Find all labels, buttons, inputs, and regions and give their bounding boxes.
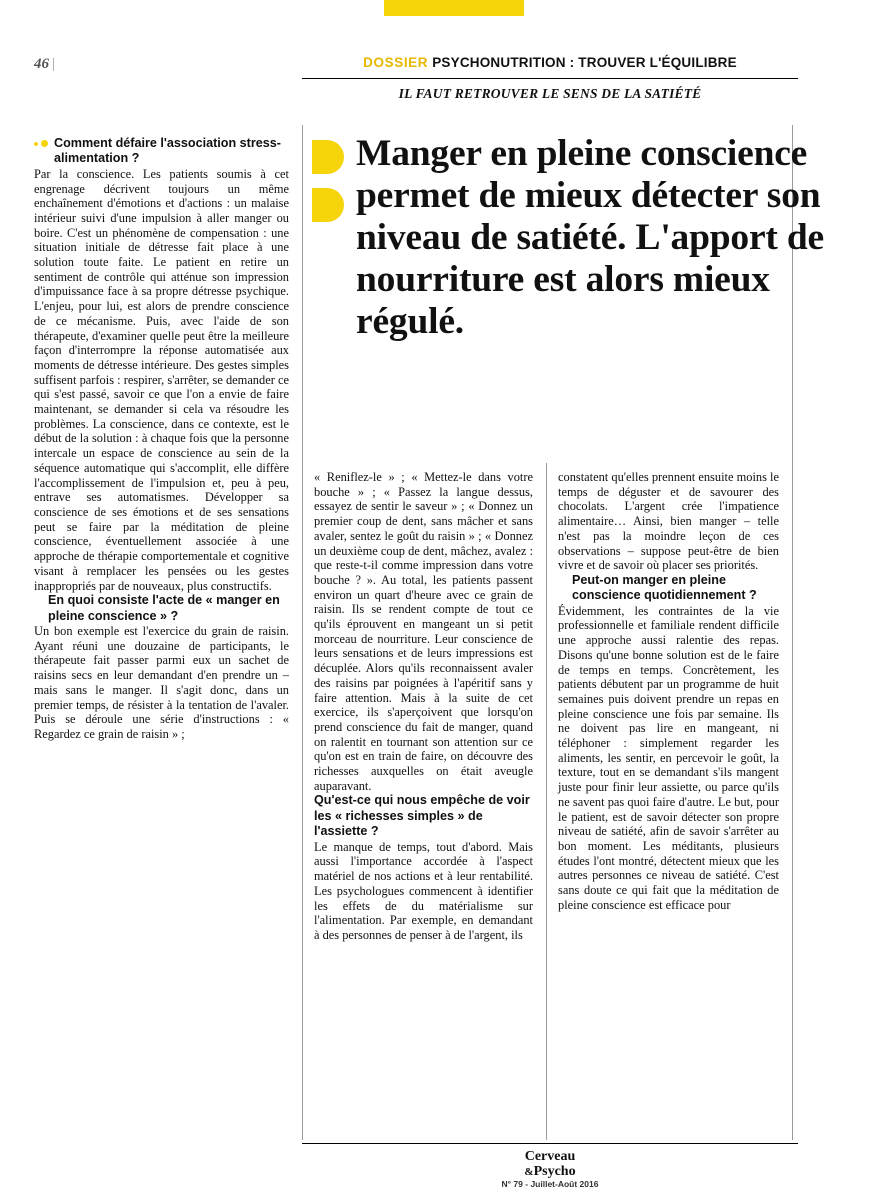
page-number-divider: | [52, 56, 56, 72]
pull-quote-headline: Manger en pleine conscience permet de mieux détecter son niveau de satiété. L'apport de nourriture est alors mieux régulé. [356, 133, 824, 342]
dossier-label: DOSSIER [363, 55, 429, 70]
paragraph-2-1: « Reniflez-le » ; « Mettez-le dans votre bouche » ; « Passez la langue dessus, essayez de sentir le saveur » ; « Donnez un premier coup de dent, sans mâcher et sans avaler, sentez le goût du raisin » ; « Donnez un deuxième coup de dent, mâchez, avalez : que reste-t-il comme impression dans votre bouche ? ». Au total, les patients passent environ un quart d'heure avec ce grain de raisin. Ils se rendent compte de tout ce qu'ils éprouvent en mangeant un si petit morceau de nourriture. Leur conscience de leurs sensations et de leurs impressions est décuplée. Alors qu'ils reconnaissent avaler des raisins par poignées à l'apéritif sans y faire attention. Mais à la suite de cet exercice, ils s'aperçoivent que lorsqu'on prend conscience du fait de manger, quand on ralentit en tournant son attention sur ce qu'on est en train de faire, on découvre des richesses auxquelles on était aveugle auparavant. [314, 470, 533, 793]
text-column-1 [34, 136, 289, 742]
subheading-4: Peut-on manger en pleine conscience quotidiennement ? [572, 572, 757, 603]
paragraph-1-2: Un bon exemple est l'exercice du grain de raisin. Ayant réuni une douzaine de participants, le thérapeute fait passer parmi eux un sachet de raisins secs en leur demandant d'en prendre un – mais sans le manger. Il s'agit donc, dans un premier temps, de résister à la tentation de l'avaler. Puis se déroule une série d'instructions : « Regardez ce grain de raisin » ; [34, 624, 289, 741]
quote-mark-decoration [312, 140, 346, 236]
paragraph-1-1: Par la conscience. Les patients soumis à cet engrenage décrivent toujours un même enchaînement d'émotions et d'actions : un malaise intérieur suivi d'une impulsion à aller manger ou boire. C'est un phénomène de compensation : une situation initiale de détresse fait place à une solution toute faite. Le patient en retire un sentiment de contrôle qui atténue son impression d'impuissance face à sa propre détresse psychique. L'enjeu, pour lui, est alors de prendre conscience de ce mécanisme. Puis, avec l'aide de son thérapeute, d'examiner quelle peut être la meilleure façon d'interrompre la réponse automatisée aux moments de détresse intérieure. Des gestes simples suffisent parfois : respirer, s'arrêter, se demander ce qui s'est passé, savoir ce que l'on a envie de faire maintenant, se demander si cela va résoudre les problèmes. La conscience, dans ce contexte, est le début de la solution : à chaque fois que la personne intercale un espace de conscience au sein de la séquence automatique qui s'accomplit, elle diffère l'accomplissement de l'impulsion et, peu à peu, entrave ses automatismes. Développer sa conscience de ses émotions et de ses sensations peut se faire par la méditation de pleine conscience, éventuellement associée à une approche de thérapie comportementale et cognitive visant à remplacer les pensées ou les gestes inappropriés par de nouveaux, plus constructifs. [34, 166, 289, 593]
magazine-logo [302, 1149, 798, 1180]
column-rule-middle [546, 463, 547, 1140]
magazine-name-line2: Psycho [533, 1164, 576, 1179]
quote-mark-top-icon [312, 140, 344, 174]
footer-rule [302, 1143, 798, 1144]
paragraph-2-2: Le manque de temps, tout d'abord. Mais aussi l'importance accordée à l'aspect matériel de nos actions et à leur rentabilité. Les psychologues commencent à identifier les effets de du matérialisme sur l'alimentation. Par exemple, en demandant à des personnes de penser à de l'argent, ils [314, 839, 533, 942]
paragraph-3-1: constatent qu'elles prennent ensuite moins le temps de déguster et de savourer des chocolats. L'argent crée l'impatience alimentaire… Ainsi, bien manger – telle n'est pas la moindre leçon de ces observations – suppose peut-être de bien vivre et de savoir où placer ses priorités. [558, 470, 779, 573]
paragraph-3-2: Évidemment, les contraintes de la vie professionnelle et familiale rendent difficile une approche aussi ralentie des repas. Disons qu'une bonne solution est de le faire de temps en temps. Concrètement, les patients débutent par un programme de huit semaines puis doivent prendre un repas en pleine conscience une fois par semaine. Ils ne doivent pas lire en mangeant, ni téléphoner : simplement regarder les aliments, les sentir, en percevoir le goût, la texture, tout en se demandant s'ils mangent juste pour finir leur assiette, ou parce qu'ils ne savent pas quoi faire d'autre. Le but, pour le patient, est de savoir détecter son propre niveau de satiété, afin de savoir s'arrêter au bon moment. Les méditants, plusieurs études l'ont montré, détectent mieux que les autres personnes ce niveau de satiété. C'est sans doute ce qui fait que la méditation de pleine conscience est efficace pour [558, 603, 779, 912]
subheading-2: En quoi consiste l'acte de « manger en pleine conscience » ? [48, 593, 280, 623]
quote-mark-bottom-icon [312, 188, 344, 222]
subheading-3: Qu'est-ce qui nous empêche de voir les « richesses simples » de l'assiette ? [314, 793, 530, 839]
subheading-1: Comment défaire l'association stress-alimentation ? [54, 136, 281, 166]
running-header [302, 55, 798, 70]
top-yellow-mark [384, 0, 524, 16]
issue-info: N° 79 - Juillet-Août 2016 [501, 1179, 599, 1189]
text-column-3 [558, 470, 779, 913]
header-rule [302, 78, 798, 79]
magazine-name-line1: Cerveau [524, 1149, 576, 1164]
dossier-title: PSYCHONUTRITION : TROUVER L'ÉQUILIBRE [432, 55, 737, 70]
text-column-2 [314, 470, 533, 943]
page-number [34, 56, 55, 73]
article-title: IL FAUT RETROUVER LE SENS DE LA SATIÉTÉ [398, 86, 702, 101]
column-rule-left [302, 125, 303, 1140]
page-number-value: 46 [34, 56, 49, 72]
magazine-ampersand: & [524, 1166, 534, 1178]
